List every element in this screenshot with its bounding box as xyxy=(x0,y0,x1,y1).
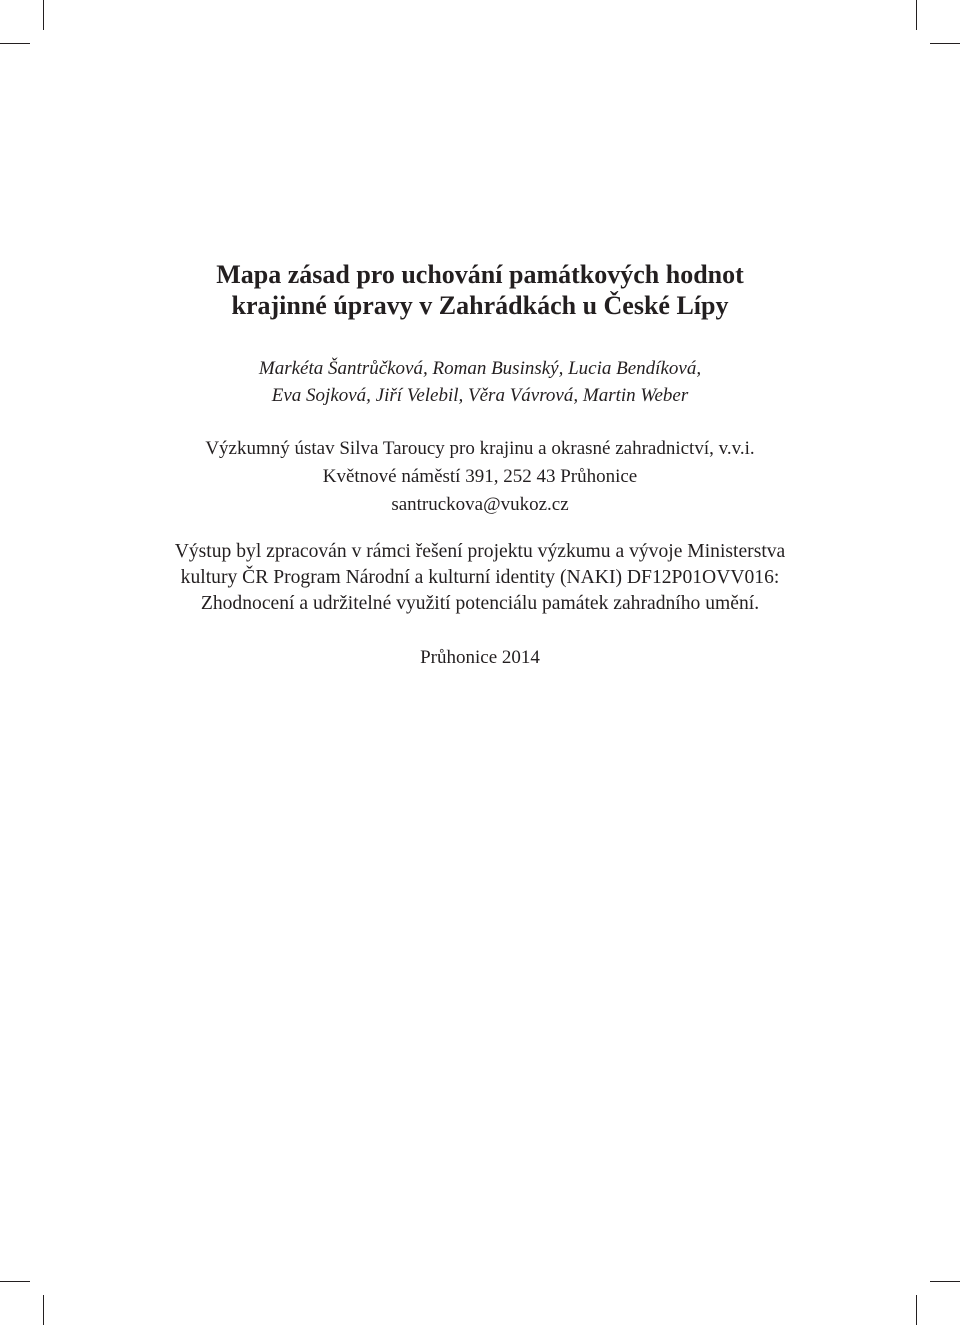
authors-list xyxy=(0,355,960,409)
crop-mark-top-right xyxy=(916,0,917,30)
crop-mark-bottom-right xyxy=(916,1295,917,1325)
crop-mark-top-left xyxy=(43,0,44,30)
crop-mark-bottom-right xyxy=(930,1281,960,1282)
crop-mark-bottom-left xyxy=(0,1281,30,1282)
authors-line-2: Eva Sojková, Jiří Velebil, Věra Vávrová, Martin Weber xyxy=(271,385,689,406)
crop-mark-top-right xyxy=(930,43,960,44)
funding-line-3: Zhodnocení a udržitelné využití potenciálu památek zahradního umění. xyxy=(200,593,760,614)
institute-name: Výzkumný ústav Silva Taroucy pro krajinu a okrasné zahradnictví, v.v.i. xyxy=(205,438,755,459)
funding-line-2: kultury ČR Program Národní a kulturní identity (NAKI) DF12P01OVV016: xyxy=(180,567,780,588)
crop-mark-bottom-left xyxy=(43,1295,44,1325)
funding-line-1: Výstup byl zpracován v rámci řešení projektu výzkumu a vývoje Ministerstva xyxy=(174,541,786,562)
authors-line-1: Markéta Šantrůčková, Roman Businský, Lucia Bendíková, xyxy=(258,358,702,379)
document-title xyxy=(0,259,960,321)
affiliation xyxy=(0,435,960,519)
place-and-year: Průhonice 2014 xyxy=(420,647,540,668)
title-line-1: Mapa zásad pro uchování památkových hodnot xyxy=(216,260,744,289)
contact-email: santruckova@vukoz.cz xyxy=(391,494,569,515)
crop-mark-top-left xyxy=(0,43,30,44)
institute-address: Květnové náměstí 391, 252 43 Průhonice xyxy=(322,466,638,487)
funding-statement xyxy=(0,539,960,617)
title-line-2: krajinné úpravy v Zahrádkách u České Lípy xyxy=(231,291,729,320)
